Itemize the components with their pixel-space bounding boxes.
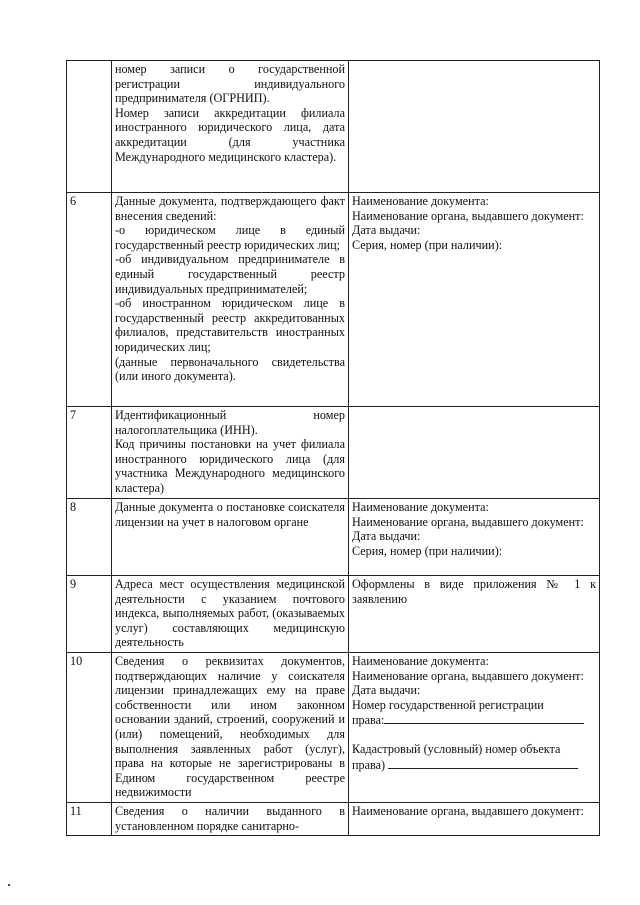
description-text: Данные документа, подтверждающего факт внесения сведений: xyxy=(115,194,345,223)
issuing-authority-label: Наименование органа, выдавшего документ: xyxy=(352,514,584,529)
description-text: Данные документа о постановке соискателя лицензии на учет в налоговом органе xyxy=(115,500,345,529)
document-name-label: Наименование документа: xyxy=(352,500,489,514)
row-description xyxy=(112,652,349,802)
row-description xyxy=(112,576,349,653)
appendix-note: Оформлены в виде приложения № 1 к заявлению xyxy=(352,577,596,606)
blank-line xyxy=(384,712,584,724)
description-text: -об индивидуальном предпринимателе в единый государственный реестр индивидуальных предпринимателей; xyxy=(115,252,345,296)
document-name-label: Наименование документа: xyxy=(352,653,489,668)
row-value xyxy=(349,407,600,499)
row-description xyxy=(112,193,349,407)
issuing-authority-label: Наименование органа, выдавшего документ: xyxy=(352,208,584,223)
right-label: права: xyxy=(352,713,385,728)
series-number-label: Серия, номер (при наличии): xyxy=(352,237,503,252)
scan-speck xyxy=(8,884,10,886)
issue-date-label: Дата выдачи: xyxy=(352,683,421,698)
row-number: 6 xyxy=(67,193,112,407)
spacer xyxy=(352,728,596,742)
blank-line xyxy=(388,757,578,769)
row-value xyxy=(349,499,600,576)
table-row xyxy=(67,652,600,802)
row-description xyxy=(112,499,349,576)
table-row xyxy=(67,576,600,653)
row-number: 8 xyxy=(67,499,112,576)
row-number: 9 xyxy=(67,576,112,653)
description-text: номер записи о государственной регистрации индивидуального предпринимателя (ОГРНИП). xyxy=(115,62,345,106)
row-value xyxy=(349,652,600,802)
row-value xyxy=(349,802,600,835)
series-number-label: Серия, номер (при наличии): xyxy=(352,543,503,558)
row-value xyxy=(349,61,600,193)
description-text: Код причины постановки на учет филиала иностранного юридического лица (для участника Международного медицинского кластера) xyxy=(115,437,345,495)
row-number: 10 xyxy=(67,652,112,802)
description-text: Сведения о реквизитах документов, подтверждающих наличие у соискателя лицензии принадлежащих ему на праве собственности или ином законном основании зданий, строений, сооружений и (или) помещений, необходимых для выполнения заявленных работ (услуг), права на которые не зарегистрированы в Едином государственном реестре недвижимости xyxy=(115,653,345,800)
registration-number-label: Номер государственной регистрации xyxy=(352,697,544,712)
table-row xyxy=(67,407,600,499)
row-description xyxy=(112,61,349,193)
description-text: -об иностранном юридическом лице в государственный реестр аккредитованных филиалов, представительств иностранных юридических лиц; xyxy=(115,296,345,354)
row-number xyxy=(67,61,112,193)
registration-right-line xyxy=(352,712,596,728)
issuing-authority-label: Наименование органа, выдавшего документ: xyxy=(352,668,584,683)
description-text: Сведения о наличии выданного в установленном порядке санитарно- xyxy=(115,803,345,833)
table-row xyxy=(67,193,600,407)
cadastral-number-label: Кадастровый (условный) номер объекта xyxy=(352,741,561,756)
description-text: (данные первоначального свидетельства (или иного документа). xyxy=(115,354,345,384)
table-row xyxy=(67,499,600,576)
row-value xyxy=(349,576,600,653)
row-number: 7 xyxy=(67,407,112,499)
row-description xyxy=(112,802,349,835)
table-row xyxy=(67,802,600,835)
document-name-label: Наименование документа: xyxy=(352,194,489,208)
row-number: 11 xyxy=(67,802,112,835)
application-table xyxy=(66,60,600,836)
issue-date-label: Дата выдачи: xyxy=(352,529,421,544)
issue-date-label: Дата выдачи: xyxy=(352,223,421,238)
row-description xyxy=(112,407,349,499)
right-label: права) xyxy=(352,757,386,772)
table-row xyxy=(67,61,600,193)
description-text: Адреса мест осуществления медицинской деятельности с указанием почтового индекса, выполняемых работ, (оказываемых услуг) составляющих медицинскую деятельность xyxy=(115,577,345,650)
issuing-authority-label: Наименование органа, выдавшего документ: xyxy=(352,803,584,818)
description-text: Номер записи аккредитации филиала иностранного юридического лица, дата аккредитации (для участника Международного медицинского кластера). xyxy=(115,105,345,164)
row-value xyxy=(349,193,600,407)
description-text: Идентификационный номер налогоплательщика (ИНН). xyxy=(115,408,345,437)
cadastral-right-line xyxy=(352,757,596,773)
description-text: -о юридическом лице в единый государственный реестр юридических лиц; xyxy=(115,223,345,252)
